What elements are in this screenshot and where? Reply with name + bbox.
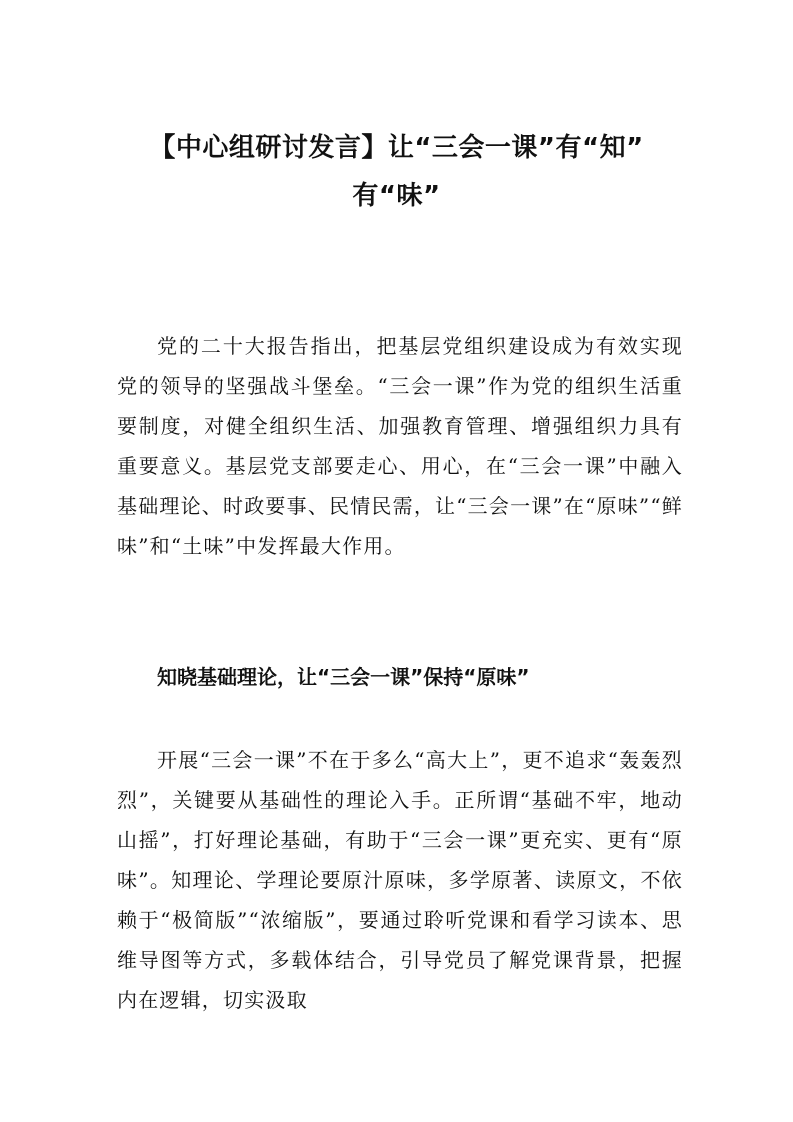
paragraph-section-body: 开展“三会一课”不在于多么“高大上”，更不追求“轰轰烈烈”，关键要从基础性的理论入手。正所谓“基础不牢，地动山摇”，打好理论基础，有助于“三会一课”更充实、更有“原味”。知理论、学理论要原汁原味，多学原著、读原文，不依赖于“极简版”“浓缩版”，要通过聆听党课和看学习读本、思维导图等方式，多载体结合，引导党员了解党课背景，把握内在逻辑，切实汲取 (117, 748, 683, 1012)
section-heading: 知晓基础理论，让“三会一课”保持“原味” (157, 665, 530, 689)
paragraph-intro: 党的二十大报告指出，把基层党组织建设成为有效实现党的领导的坚强战斗堡垒。“三会一课”作为党的组织生活重要制度，对健全组织生活、加强教育管理、增强组织力具有重要意义。基层党支部要走心、用心，在“三会一课”中融入基础理论、时政要事、民情民需，让“三会一课”在“原味”“鲜味”和“土味”中发挥最大作用。 (117, 334, 683, 558)
title-line-2: 有“味” (352, 181, 441, 211)
title-line-1: 【中心组研讨发言】让“三会一课”有“知” (149, 133, 644, 163)
document-title (110, 124, 683, 220)
